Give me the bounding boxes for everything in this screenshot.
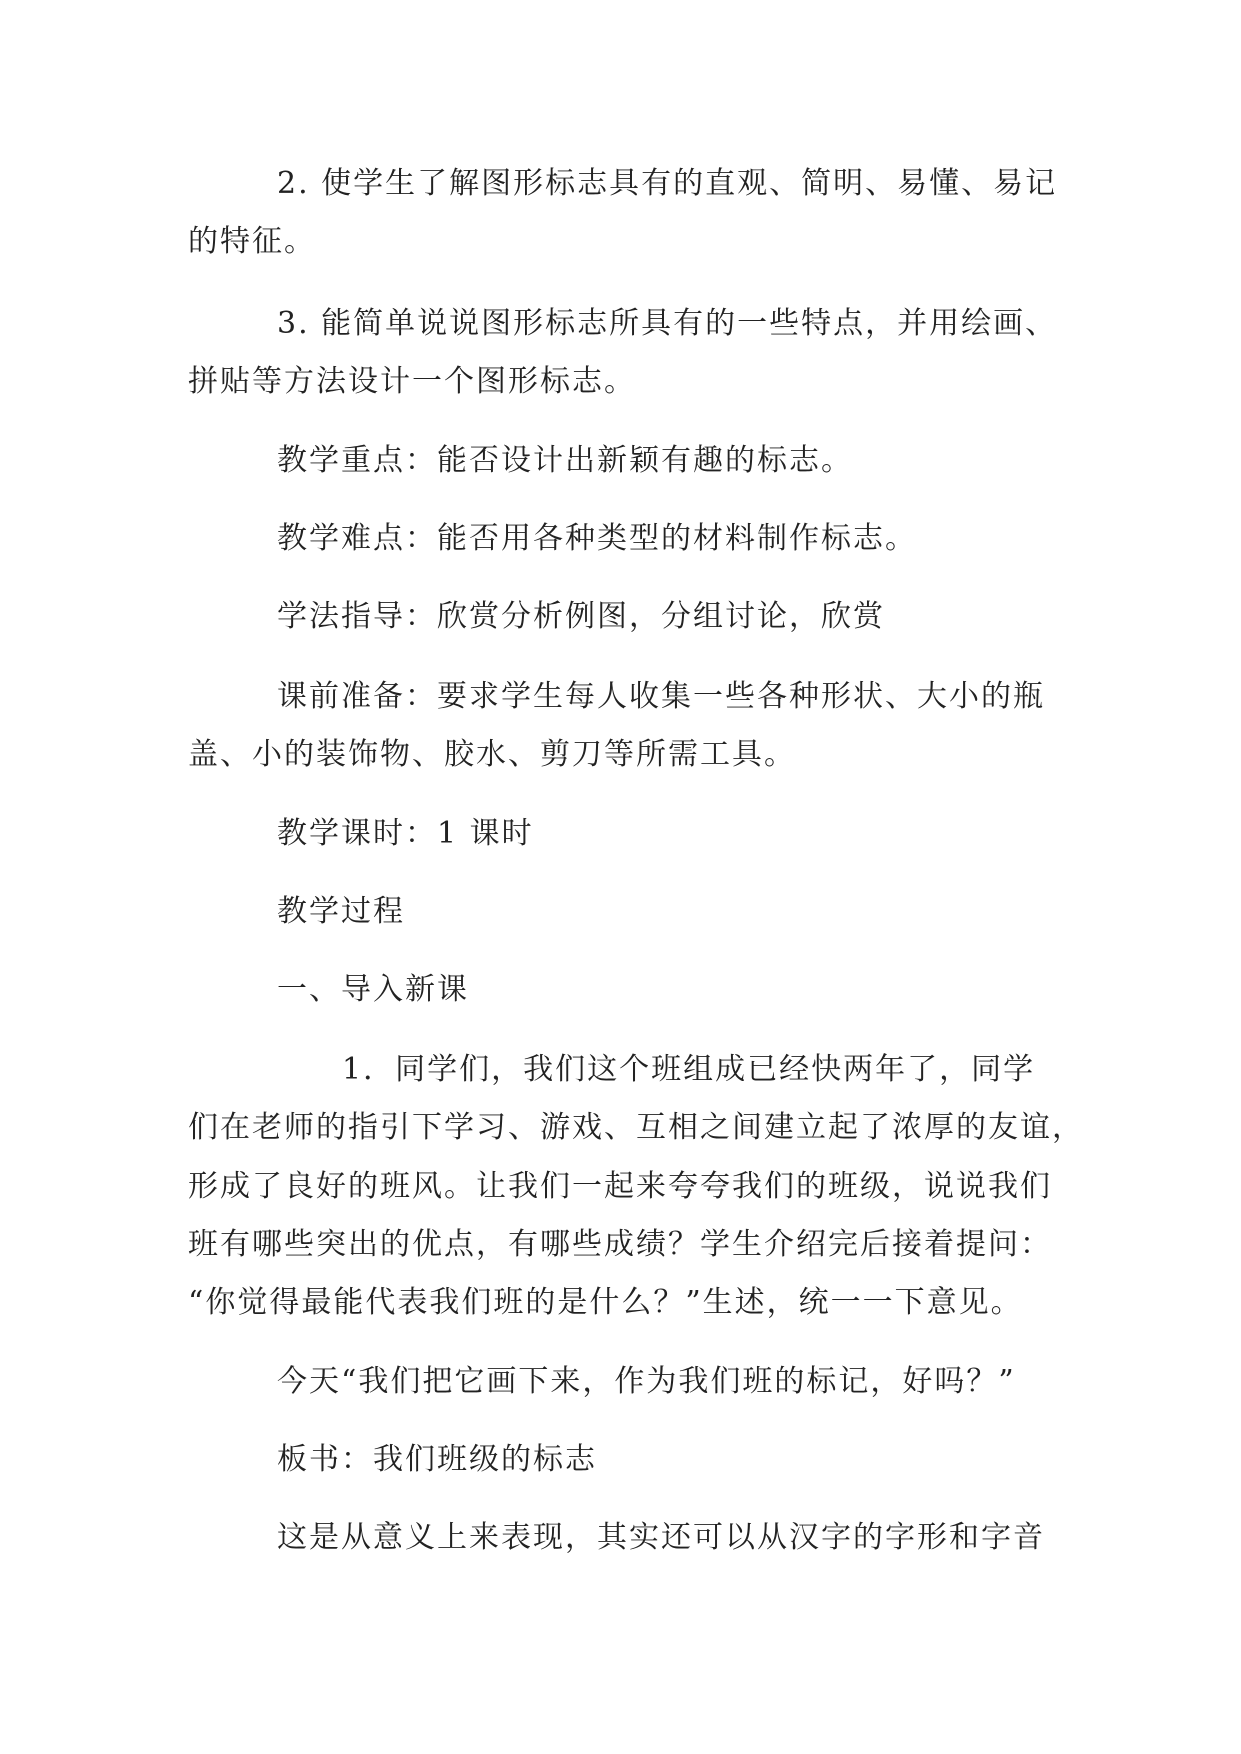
paragraph-1-line-2: 们在老师的指引下学习、游戏、互相之间建立起了浓厚的友谊，: [188, 1110, 1084, 1145]
preparation-line-2: 盖、小的装饰物、胶水、剪刀等所需工具。: [188, 737, 796, 772]
class-hours: 教学课时：1 课时: [277, 816, 534, 851]
closing-line: 这是从意义上来表现，其实还可以从汉字的字形和字音: [277, 1520, 1045, 1555]
board-writing: 板书：我们班级的标志: [277, 1442, 597, 1477]
paragraph-1-line-1: 1．同学们，我们这个班组成已经快两年了，同学: [342, 1052, 1036, 1087]
teaching-process-heading: 教学过程: [277, 894, 405, 929]
paragraph-1-line-4: 班有哪些突出的优点，有哪些成绩？学生介绍完后接着提问：: [188, 1227, 1052, 1262]
objective-3-line-1: 3. 能简单说说图形标志所具有的一些特点，并用绘画、: [277, 306, 1058, 341]
paragraph-1-line-3: 形成了良好的班风。让我们一起来夸夸我们的班级，说说我们: [188, 1169, 1052, 1204]
objective-2-line-1: 2. 使学生了解图形标志具有的直观、简明、易懂、易记: [277, 166, 1058, 201]
preparation-line-1: 课前准备：要求学生每人收集一些各种形状、大小的瓶: [277, 679, 1045, 714]
today-line: 今天“我们把它画下来，作为我们班的标记，好吗？”: [277, 1364, 1016, 1399]
teaching-focus: 教学重点：能否设计出新颖有趣的标志。: [277, 443, 853, 478]
paragraph-1-line-5: “你觉得最能代表我们班的是什么？”生述，统一一下意见。: [188, 1285, 1023, 1320]
objective-3-line-2: 拼贴等方法设计一个图形标志。: [188, 364, 636, 399]
learning-guidance: 学法指导：欣赏分析例图，分组讨论，欣赏: [277, 599, 885, 634]
teaching-difficulty: 教学难点：能否用各种类型的材料制作标志。: [277, 521, 917, 556]
objective-2-line-2: 的特征。: [188, 224, 316, 259]
section-1-heading: 一、导入新课: [277, 972, 469, 1007]
